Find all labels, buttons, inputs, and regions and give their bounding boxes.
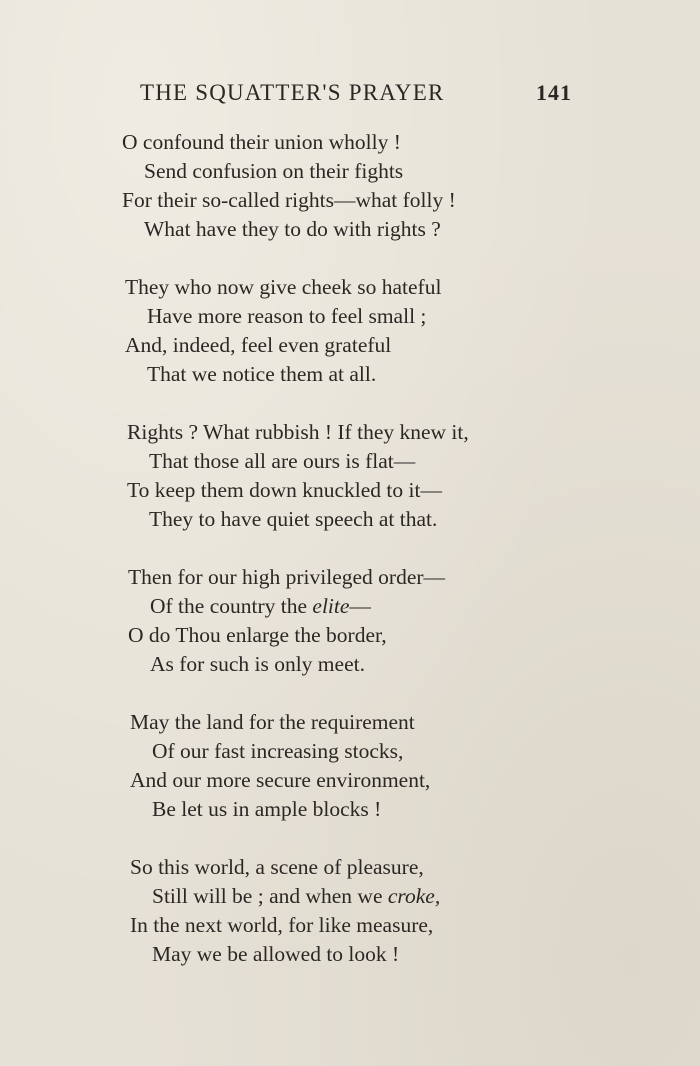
poem-line: Then for our high privileged order— [128, 565, 446, 589]
poem-line: May we be allowed to look ! [152, 942, 400, 966]
running-title: THE SQUATTER'S PRAYER [140, 80, 445, 105]
poem-line: And our more secure environment, [130, 768, 431, 792]
line-text: — [349, 594, 371, 618]
poem-line: Have more reason to feel small ; [147, 304, 427, 328]
poem-line: For their so-called rights—what folly ! [122, 188, 456, 212]
line-text: Still will be ; and when we [152, 884, 383, 908]
stanza-1 [120, 128, 560, 244]
stanza-2 [120, 273, 560, 389]
stanza-4 [120, 563, 560, 679]
poem-line: So this world, a scene of pleasure, [130, 855, 424, 879]
italic-word: elite [312, 594, 350, 618]
poem-line: As for such is only meet. [150, 652, 365, 676]
poem-line: In the next world, for like measure, [130, 913, 434, 937]
poem-line: May the land for the requirement [130, 710, 415, 734]
poem-line: To keep them down knuckled to it— [127, 478, 442, 502]
poem-line: That those all are ours is flat— [149, 449, 416, 473]
poem-line: Of our fast increasing stocks, [152, 739, 404, 763]
running-head [140, 80, 572, 114]
italic-word: croke, [387, 884, 441, 908]
stanza-6 [120, 853, 560, 969]
page-number: 141 [536, 80, 572, 105]
poem-line: That we notice them at all. [147, 362, 377, 386]
poem-line: Rights ? What rubbish ! If they knew it, [127, 420, 469, 444]
poem-line: They who now give cheek so hateful [125, 275, 442, 299]
stanza-5 [120, 708, 560, 824]
poem-line: Send confusion on their fights [144, 159, 404, 183]
poem-line: O confound their union wholly ! [122, 130, 401, 154]
poem-line: They to have quiet speech at that. [149, 507, 438, 531]
poem-line: And, indeed, feel even grateful [125, 333, 392, 357]
poem [120, 128, 560, 998]
poem-line: What have they to do with rights ? [144, 217, 441, 241]
poem-line: O do Thou enlarge the border, [128, 623, 387, 647]
line-text: Of the country the [150, 594, 308, 618]
poem-line [128, 882, 560, 911]
poem-line [126, 592, 560, 621]
stanza-3 [120, 418, 560, 534]
poem-line: Be let us in ample blocks ! [152, 797, 382, 821]
